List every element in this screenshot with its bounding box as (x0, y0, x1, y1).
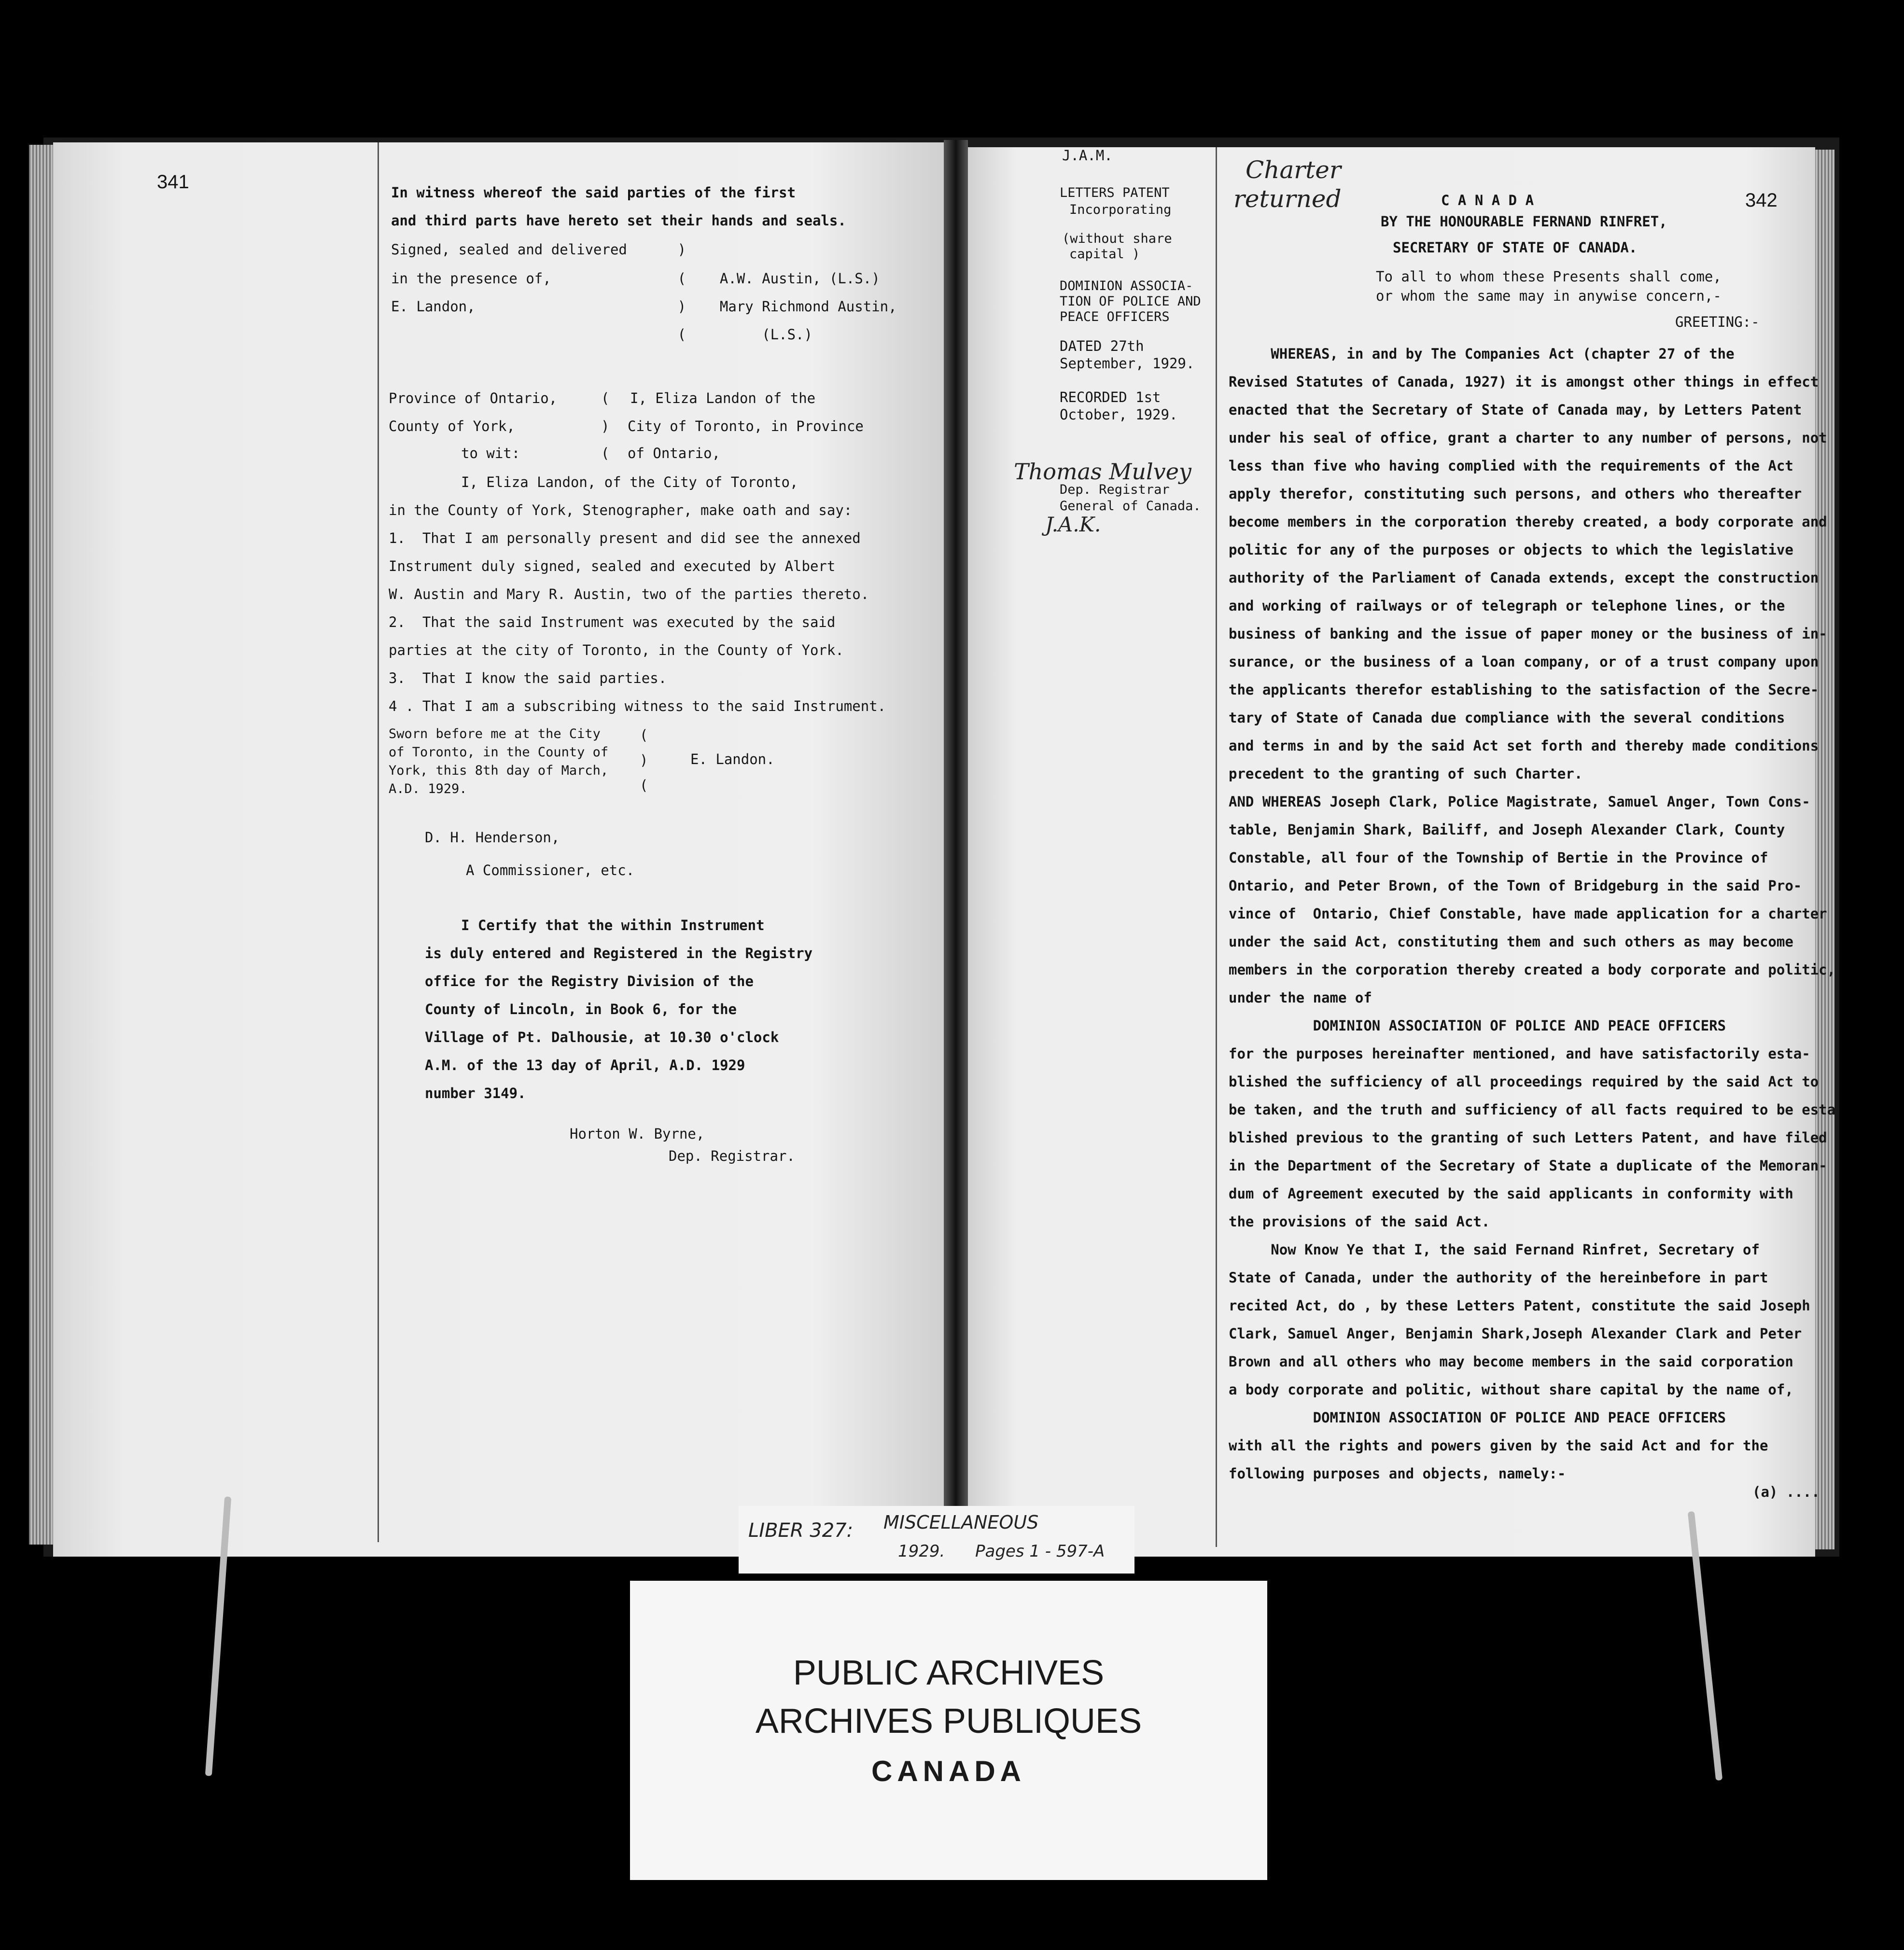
body-line-15: and terms in and by the said Act set forth and thereby made conditions (1229, 738, 1819, 754)
body-line-26: for the purposes hereinafter mentioned, and have satisfactorily esta- (1229, 1045, 1810, 1062)
affidavit-line-6: 2. That the said Instrument was executed by the said (389, 614, 836, 630)
body-line-41: following purposes and objects, namely:- (1229, 1465, 1566, 1482)
body-line-31: dum of Agreement executed by the said applicants in conformity with (1229, 1185, 1793, 1202)
body-line-3: enacted that the Secretary of State of Canada may, by Letters Patent (1229, 402, 1802, 418)
body-line-21: vince of Ontario, Chief Constable, have made application for a charter (1229, 905, 1827, 922)
certify-line-6: A.M. of the 13 day of April, A.D. 1929 (425, 1057, 745, 1073)
witness-line-4: in the presence of, ( A.W. Austin, (L.S.) (391, 270, 880, 287)
bracket-e: ) (640, 752, 648, 768)
body-line-27: blished the sufficiency of all proceedings required by the said Act to (1229, 1073, 1819, 1090)
registrar-title: Dep. Registrar. (669, 1148, 795, 1164)
certify-line-3: office for the Registry Division of the (425, 973, 754, 989)
header-or-whom: or whom the same may in anywise concern,- (1376, 288, 1722, 304)
province-line-2: County of York, (389, 418, 515, 434)
commissioner-name: D. H. Henderson, (425, 829, 560, 846)
header-by: BY THE HONOURABLE FERNAND RINFRET, (1381, 213, 1667, 230)
left-page (53, 142, 946, 1557)
body-line-28: be taken, and the truth and sufficiency of all facts required to be esta (1229, 1101, 1836, 1118)
body-line-19: Constable, all four of the Township of Bertie in the Province of (1229, 850, 1768, 866)
sworn-line-4: A.D. 1929. (389, 781, 467, 796)
body-line-39: DOMINION ASSOCIATION OF POLICE AND PEACE OFFICERS (1229, 1409, 1726, 1426)
bracket-a: ( (601, 390, 610, 406)
margin-note-5: capital ) (1069, 247, 1140, 262)
body-line-10: and working of railways or of telegraph or telephone lines, or the (1229, 598, 1785, 614)
left-margin-rule (378, 142, 379, 1542)
margin-note-4: (without share (1062, 231, 1172, 246)
left-page-number: 341 (157, 171, 189, 193)
margin-note-14: RECORDED 1st (1060, 389, 1161, 405)
liber-number: LIBER 327: (748, 1519, 854, 1542)
margin-note-11: DATED 27th (1060, 338, 1144, 354)
eliza-line-2: City of Toronto, in Province (628, 418, 864, 434)
header-greeting: GREETING:- (1675, 314, 1760, 330)
body-line-23: members in the corporation thereby created a body corporate and politic, (1229, 961, 1836, 978)
sworn-line-3: York, this 8th day of March, (389, 763, 609, 778)
affidavit-line-3: 1. That I am personally present and did see the annexed (389, 530, 861, 546)
affidavit-line-4: Instrument duly signed, sealed and executed by Albert (389, 558, 836, 574)
body-line-8: politic for any of the purposes or objects to which the legislative (1229, 542, 1793, 558)
body-line-33: Now Know Ye that I, the said Fernand Rinfret, Secretary of (1229, 1241, 1760, 1258)
eliza-line-1: I, Eliza Landon of the (630, 390, 816, 406)
body-line-35: recited Act, do , by these Letters Patent, constitute the said Joseph (1229, 1297, 1810, 1314)
body-line-5: less than five who having complied with the requirements of the Act (1229, 458, 1793, 474)
book-gutter (944, 140, 968, 1559)
handwritten-signature: Thomas Mulvey (1014, 459, 1191, 485)
affidavit-line-7: parties at the city of Toronto, in the County of York. (389, 642, 844, 658)
archives-country: CANADA (871, 1755, 1026, 1787)
body-line-20: Ontario, and Peter Brown, of the Town of Bridgeburg in the said Pro- (1229, 878, 1802, 894)
liber-category: MISCELLANEOUS (883, 1512, 1039, 1533)
certify-line-1: I Certify that the within Instrument (461, 917, 765, 933)
witness-line-3: Signed, sealed and delivered ) (391, 241, 686, 258)
body-line-34: State of Canada, under the authority of the hereinbefore in part (1229, 1269, 1768, 1286)
body-line-2: Revised Statutes of Canada, 1927) it is amongst other things in effect (1229, 374, 1819, 390)
sworn-signature: E. Landon. (690, 751, 775, 767)
witness-line-5: E. Landon, ) Mary Richmond Austin, (391, 298, 897, 315)
registrar-name: Horton W. Byrne, (570, 1126, 705, 1142)
body-line-24: under the name of (1229, 989, 1372, 1006)
certify-line-7: number 3149. (425, 1085, 526, 1101)
bracket-c: ( (601, 445, 610, 461)
archives-french: ARCHIVES PUBLIQUES (755, 1702, 1142, 1741)
certify-line-5: Village of Pt. Dalhousie, at 10.30 o'clock (425, 1029, 779, 1045)
sworn-line-1: Sworn before me at the City (389, 726, 601, 741)
witness-line-1: In witness whereof the said parties of the first (391, 184, 796, 201)
bracket-d: ( (640, 727, 648, 743)
right-page-number: 342 (1745, 190, 1778, 211)
affidavit-line-5: W. Austin and Mary R. Austin, two of the parties thereto. (389, 586, 869, 602)
body-line-11: business of banking and the issue of paper money or the business of in- (1229, 626, 1827, 642)
body-line-7: become members in the corporation thereby created, a body corporate and (1229, 514, 1827, 530)
province-line-1: Province of Ontario, (389, 390, 558, 406)
affidavit-line-1: I, Eliza Landon, of the City of Toronto, (461, 474, 798, 490)
body-line-14: tary of State of Canada due compliance with the several conditions (1229, 710, 1785, 726)
body-line-13: the applicants therefor establishing to the satisfaction of the Secre- (1229, 682, 1819, 698)
body-line-40: with all the rights and powers given by the said Act and for the (1229, 1437, 1768, 1454)
liber-pages: Pages 1 - 597-A (975, 1542, 1105, 1561)
handwritten-charter: Charter (1246, 156, 1341, 184)
liber-year: 1929. (898, 1542, 945, 1561)
header-canada: C A N A D A (1441, 192, 1534, 209)
continuation-marker: (a) .... (1752, 1484, 1820, 1500)
margin-note-7: DOMINION ASSOCIA- (1060, 279, 1193, 293)
body-line-6: apply therefor, constituting such persons, and others who thereafter (1229, 486, 1802, 502)
body-line-25: DOMINION ASSOCIATION OF POLICE AND PEACE OFFICERS (1229, 1017, 1726, 1034)
margin-note-8: TION OF POLICE AND (1060, 294, 1201, 309)
liber-label (739, 1506, 1134, 1574)
body-line-32: the provisions of the said Act. (1229, 1213, 1490, 1230)
certify-line-4: County of Lincoln, in Book 6, for the (425, 1001, 737, 1017)
witness-line-6: ( (L.S.) (391, 326, 812, 343)
header-to-all: To all to whom these Presents shall come, (1376, 268, 1722, 285)
header-secretary: SECRETARY OF STATE OF CANADA. (1393, 239, 1638, 256)
witness-line-2: and third parts have hereto set their hands and seals. (391, 212, 846, 229)
margin-note-1: LETTERS PATENT (1060, 185, 1170, 200)
body-line-37: Brown and all others who may become members in the said corporation (1229, 1353, 1793, 1370)
body-line-17: AND WHEREAS Joseph Clark, Police Magistrate, Samuel Anger, Town Cons- (1229, 794, 1810, 810)
commissioner-title: A Commissioner, etc. (466, 862, 635, 878)
eliza-line-3: of Ontario, (628, 445, 721, 461)
affidavit-line-9: 4 . That I am a subscribing witness to the said Instrument. (389, 698, 886, 714)
dep-registrar-line-1: Dep. Registrar (1060, 482, 1170, 497)
public-archives-card (630, 1581, 1267, 1880)
affidavit-line-2: in the County of York, Stenographer, make oath and say: (389, 502, 853, 518)
bracket-b: ) (601, 418, 610, 434)
bracket-f: ( (640, 777, 648, 794)
body-line-9: authority of the Parliament of Canada extends, except the construction (1229, 570, 1819, 586)
affidavit-line-8: 3. That I know the said parties. (389, 670, 667, 686)
margin-note-15: October, 1929. (1060, 406, 1178, 423)
handwritten-returned: returned (1233, 185, 1342, 213)
dep-registrar-line-2: General of Canada. (1060, 499, 1201, 514)
body-line-16: precedent to the granting of such Charter. (1229, 766, 1583, 782)
body-line-29: blished previous to the granting of such Letters Patent, and have filed (1229, 1129, 1827, 1146)
margin-note-9: PEACE OFFICERS (1060, 309, 1170, 324)
body-line-12: surance, or the business of a loan company, or of a trust company upon (1229, 654, 1819, 670)
body-line-4: under his seal of office, grant a charter to any number of persons, not (1229, 430, 1827, 446)
body-line-1: WHEREAS, in and by The Companies Act (chapter 27 of the (1229, 346, 1735, 362)
handwritten-initials: J.A.K. (1045, 513, 1101, 536)
clerk-initials: J.A.M. (1062, 147, 1113, 164)
margin-note-2: Incorporating (1069, 202, 1172, 217)
province-line-3: to wit: (461, 445, 520, 461)
body-line-18: table, Benjamin Shark, Bailiff, and Joseph Alexander Clark, County (1229, 822, 1785, 838)
certify-line-2: is duly entered and Registered in the Registry (425, 945, 813, 961)
archives-english: PUBLIC ARCHIVES (793, 1654, 1105, 1692)
body-line-30: in the Department of the Secretary of State a duplicate of the Memoran- (1229, 1157, 1827, 1174)
body-line-36: Clark, Samuel Anger, Benjamin Shark,Joseph Alexander Clark and Peter (1229, 1325, 1802, 1342)
right-margin-rule (1216, 147, 1217, 1547)
margin-note-12: September, 1929. (1060, 355, 1195, 372)
body-line-38: a body corporate and politic, without share capital by the name of, (1229, 1381, 1793, 1398)
sworn-line-2: of Toronto, in the County of (389, 745, 609, 760)
body-line-22: under the said Act, constituting them and such others as may become (1229, 933, 1793, 950)
